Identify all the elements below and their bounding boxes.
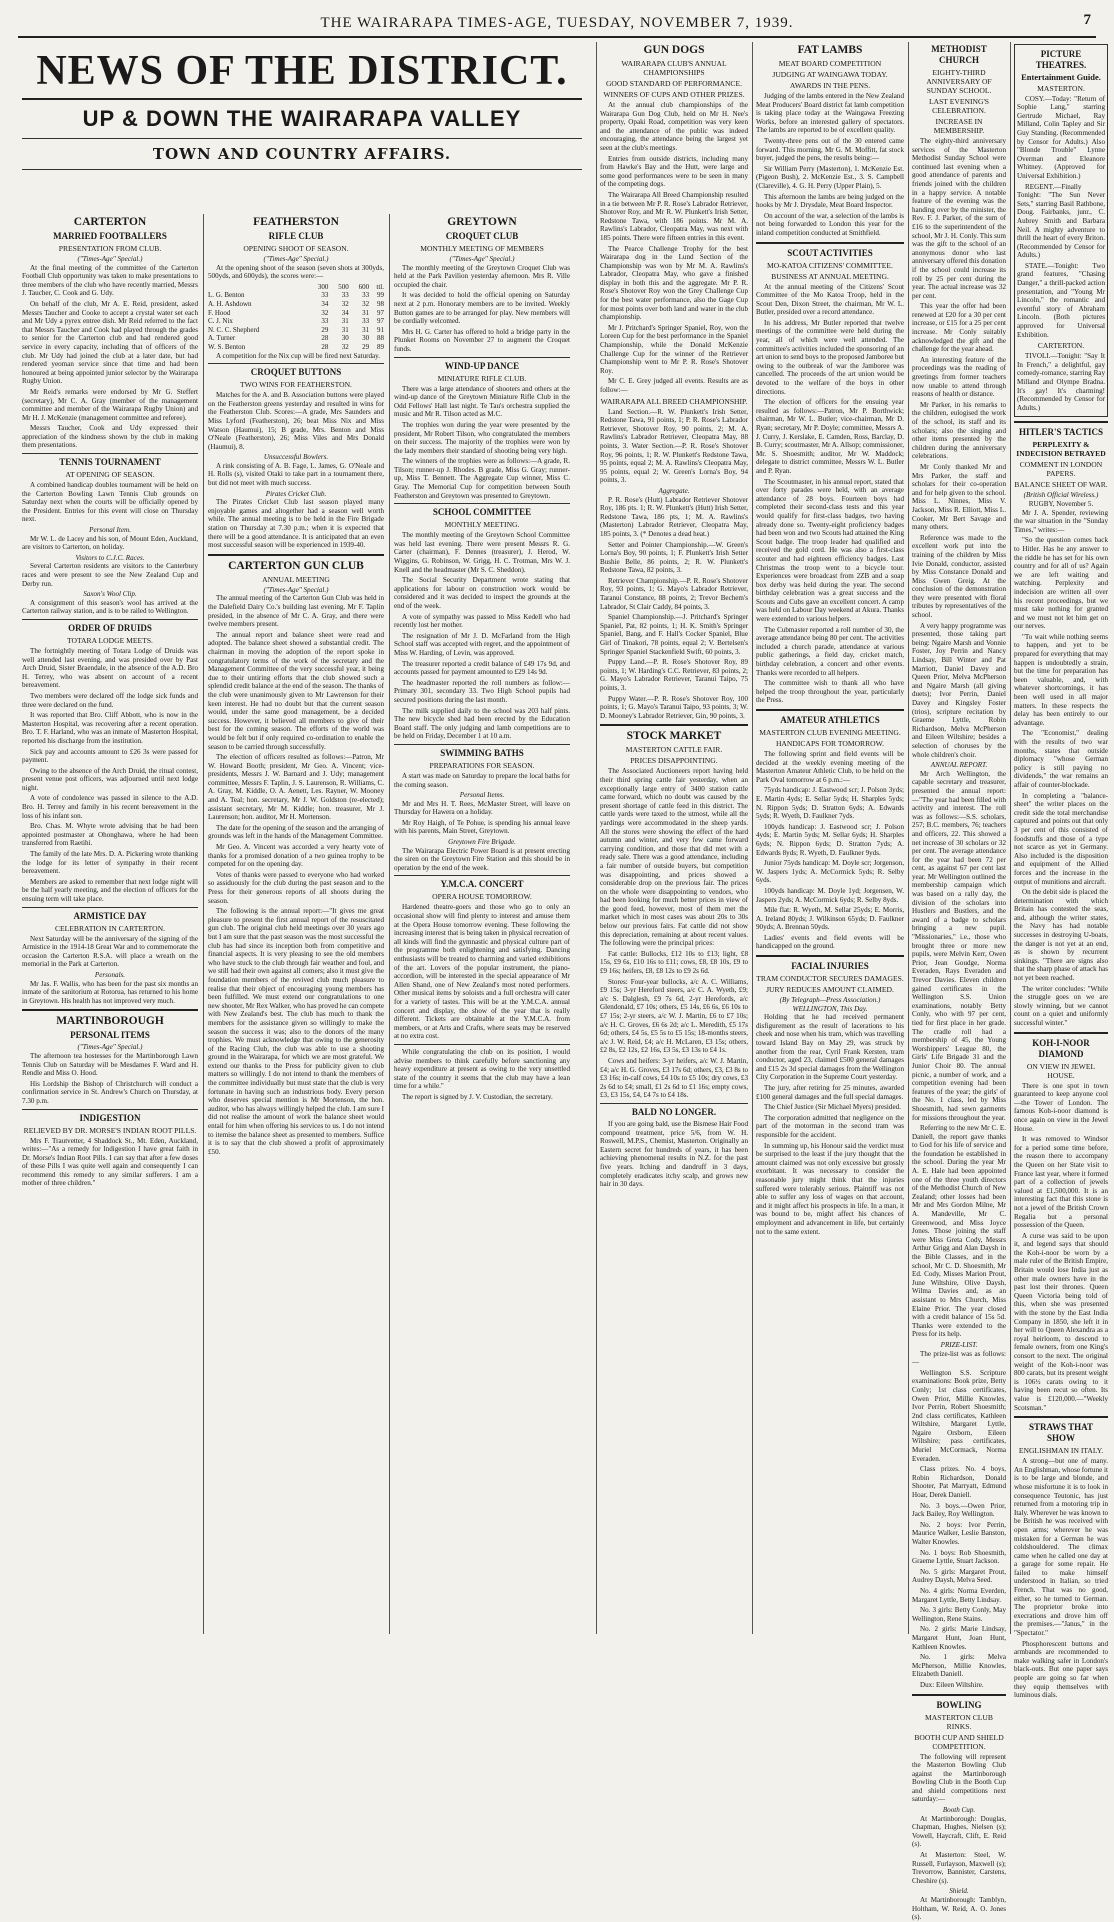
facial-injuries-sub: TRAM CONDUCTOR SECURES DAMAGES. xyxy=(756,974,904,984)
paragraph: There is one spot in town guaranteed to keep anyone cool—the Tower of London. The famous Koh-i-noor diamond is once again on view in the Jewel House. xyxy=(1014,1081,1108,1133)
paragraph: No. 1 girls: Melva McPherson, Millie Knowles, Elizabeth Daniell. xyxy=(912,1653,1006,1679)
paragraph: The family of the late Mrs. D. A. Pickering wrote thanking the lodge for its letter of sympathy in their recent bereavement. xyxy=(22,850,198,876)
paragraph: The jury, after retiring for 25 minutes, awarded £100 general damages and the full special damages. xyxy=(756,1084,904,1101)
table-cell: 30 xyxy=(341,334,349,343)
paragraph: The election of officers for the ensuing year resulted as follows:—Patron, Mr P. Borthwick; chairman, Mr W. L. Butler; vice-chairman, Mr D. Ryan; secretary, Mr P. Doyle; committee, Messrs A. J. Curry, J. Kerslake, E. Camden, Ross, Barclay, D. B. Curry; scoutmaster, Mr A. Allsop; commissioner, Mr. S. Shoesmith; auditor, Mr W. Maddock; delegate to district committee, Messrs W. L. Butler and P. Ryan. xyxy=(756,398,904,475)
paragraph: Mr Parker, in his remarks to the children, eulogised the work of the school, its staff and its scholars; also the singing and other items presented by the children during the anniversary celebrations. xyxy=(912,400,1006,461)
indigestion-sub: RELIEVED BY DR. MORSE'S INDIAN ROOT PILLS. xyxy=(23,1125,197,1135)
paragraph: No. 2 girls: Marie Lindsay, Margaret Hunt, Joan Hunt, Kathleen Knowles. xyxy=(912,1625,1006,1651)
paragraph: A very happy programme was presented, those taking part being: Ngaire Marsh and Vonnie Foster, Joy Perrin and Nancy Lindsay, Bill Winter and Pat Marriott, Daniel Davey and Queen Prior, Melva McPherson and Ngaire Marsh (all giving duets); Ivor Perrin, Daniel Davey and Kingsley Foster (trios), scripture recitation by Graeme Lyttle, Robin Richardson, Melva McPherson and Eileen Wiltshire; besides a selection of choruses by the whole children's choir. xyxy=(912,621,1006,759)
stock-market-head: STOCK MARKET xyxy=(626,730,722,743)
paragraph: Mrs F. Trautvetter, 4 Shaddock St., Mt. Eden, Auckland, writes:—"As a remedy for Indigestion I have great faith in Dr. Morse's Indian Root Pills. I can say that after a few doses of these Pills I was quite well again and consequently I can recommend this remedy to any similar sufferers. I am a mother of three children." xyxy=(22,1136,198,1188)
table-cell: 33 xyxy=(362,317,370,326)
paragraph: It was decided to hold the official opening on Saturday next at 2 p.m. Honorary members are to be invited. Weekly Button games are to be arranged for play. New members will be cordially welcomed. xyxy=(394,291,570,326)
district-title: NEWS OF THE DISTRICT. xyxy=(36,48,568,94)
paragraph: A combined handicap doubles tournament will be held on the Carterton Bowling Lawn Tennis Club grounds on Saturday next when the courts will be officially opened by the President. Entries for this event will close on Thursday next. xyxy=(22,481,198,524)
athletics-sub2: HANDICAPS FOR TOMORROW. xyxy=(775,739,885,748)
paragraph: The trophies won during the year were presented by the president, Mr Robert Tilson, who congratulated the members on their success. The majority of the trophies were won by the lady members their standard of shooting being very high. xyxy=(394,420,570,455)
bowling-sub: MASTERTON CLUB RINKS. xyxy=(925,1712,993,1731)
table-row xyxy=(208,326,384,335)
athletics-sub: MASTERTON CLUB EVENING MEETING. xyxy=(759,728,901,737)
paragraph: Mr J. A. Spender, reviewing the war situation in the "Sunday Times," writes:— xyxy=(1014,508,1108,534)
paragraph: An interesting feature of the proceedings was the reading of greetings from former teachers now unable to attend through reasons of health or distance. xyxy=(912,355,1006,399)
column-carterton xyxy=(22,214,198,1634)
paragraph: A rink consisting of A. B. Fage, L. James, G. O'Neale and H. Rolls (s), visited Otaki to take part in a tournament there, but did not meet with much success. xyxy=(208,461,384,488)
table-row xyxy=(208,317,384,326)
bowling-head: BOWLING xyxy=(936,1699,982,1710)
stock-market-sub2: PRICES DISAPPOINTING. xyxy=(630,756,718,766)
paragraph: While congratulating the club on its position, I would advise members to think carefully before sanctioning any heavy expenditure at present as owing to the very unsettled state of the country it seems that the club may have a lean time for a while." xyxy=(394,1047,570,1091)
paragraph: Setter and Pointer Championship.—W. Green's Lorna's Boy, 90 points, 1; F. Plunkett's Irish Setter Bushie Belle, 86 points, 2; R. W. Plunkett's Redstone Tawa, 82 points, 3. xyxy=(600,540,748,575)
fat-lambs-head: FAT LAMBS xyxy=(797,44,863,56)
athletics-head: AMATEUR ATHLETICS xyxy=(780,715,880,725)
paragraph: COSY.—Today: "Return of Sophie Lang," starring Gertrude Michael, Ray Milland, Colin Tapley and Sir Guy Standing. (Recommended by Censor for Adults.) Also "Blonde Trouble" Lynne Overman and Eleanore Whitney. (Approved for Universal Exhibition.) xyxy=(1017,94,1105,180)
paragraph: Sick pay and accounts amount to £26 3s were passed for payment. xyxy=(22,747,198,765)
paragraph: Mrs H. G. Carter has offered to hold a bridge party in the Plunket Rooms on November 27 to augment the Croquet funds. xyxy=(394,327,570,353)
gun-dogs-sub: WAIRARAPA CLUB'S ANNUAL CHAMPIONSHIPS xyxy=(621,59,727,77)
paragraph: Holding that he had received permanent disfigurement as the result of lacerations to his cheek and nose when his tram, which was travelling toward Island Bay on May 29, was struck by another from the rear, Cyril Frank Kersten, tram conductor, aged 23, claimed £500 general damages and £15 2s 3d special damages from the Wellington City Corporation in the Supreme Court yesterday. xyxy=(756,1013,904,1082)
table-cell: 33 xyxy=(321,291,329,300)
paragraph: REGENT.—Finally Tonight: "The Sun Never Sets," starring Basil Rathbone, Doug. Fairbanks, junr., C. Aubrey Smith and Barbara Neil. A mighty adventure to thrill the heart of every Briton. (Recommended by Censor for Adults.) xyxy=(1017,182,1105,260)
paragraph: Mr Roy Haigh, of Te Pohue, is spending his annual leave with his parents, Main Street, Greytown. xyxy=(394,818,570,836)
column-greytown xyxy=(394,214,570,1634)
subhead: Pirates Cricket Club. xyxy=(265,489,327,498)
special-note: ("Times-Age" Special.) xyxy=(449,255,515,263)
methodist-sub2: LAST EVENING'S CELEBRATION. xyxy=(928,97,990,115)
straws-sub: ENGLISHMAN IN ITALY. xyxy=(1018,1446,1104,1456)
paragraph: At Masterton: Steel, W. Russell, Furlayson, Maxwell (s); Trevorrow, Bannister, Carstens, Cheshire (s). xyxy=(912,1851,1006,1885)
table-cell: 97 xyxy=(377,317,384,326)
paragraph: Referring to the new Mr C. E. Daniell, the report gave thanks to God for his life of service and the foundation he established in the school. During the year Mr A. E. Hale had been appointed one of the three youth directors of the Methodist Church of New Zealand; other losses had been Mr and Mrs Gordon Milne, Mr A. Mandeville, Mr C. Greenwood, and Miss Joyce Jones. Those joining the staff were Miss Greta Cody, Messrs Arthur Grigg and Alan Daysh in the Bible Classes, and in the school, Mr C. D. Shoesmith, Mr Ed. Cody, Misses Marion Prout, June Wiltshire, Olive Daysh, Wilma Davies and, as an assistant to Mrs Church, Miss Elaine Prior. The year closed with a credit balance of 15s 5d. Thanks were extended to the Press for its help. xyxy=(912,1124,1006,1339)
district-subtitle: UP & DOWN THE WAIRARAPA VALLEY xyxy=(82,106,522,131)
ymca-head: Y.M.C.A. CONCERT xyxy=(440,879,524,890)
picture-theatres-box xyxy=(1014,44,1108,417)
paragraph: At the opening shoot of the season (seven shots at 300yds, 500yds, and 600yds), the scores were:— xyxy=(208,263,384,281)
town-label: MASTERTON. xyxy=(1037,83,1085,93)
hitler-head: HITLER'S TACTICS xyxy=(1019,427,1103,438)
table-cell: F. Hood xyxy=(208,308,231,317)
special-note: ("Times-Age" Special.) xyxy=(263,255,329,263)
gun-dogs-head: GUN DOGS xyxy=(643,44,705,56)
subhead: PRIZE-LIST. xyxy=(940,1340,978,1349)
table-cell: 31 xyxy=(341,325,349,334)
druids-head: ORDER OF DRUIDS xyxy=(68,622,152,633)
facial-injuries-head: FACIAL INJURIES xyxy=(791,961,869,972)
page-number: 7 xyxy=(1083,12,1092,28)
greytown-place: GREYTOWN xyxy=(447,216,517,228)
bald-head: BALD NO LONGER. xyxy=(631,1106,717,1117)
paragraph: Twenty-three pens out of the 30 entered came forward. This morning, Mr G. M. Moffitt, fat stock buyer, judged the pens, the results being:— xyxy=(756,136,904,163)
paragraph: STATE.—Tonight: Two grand features, "Chasing Danger," a thrill-packed action presentation, and "Young Mr Lincoln," the romantic and eventful story of Abraham Lincoln. (Both pictures approved for Universal Exhibition. xyxy=(1017,261,1105,339)
paragraph: A strong—but one of many. An Englishman, whose fortune it is to be large and blonde, and whose misfortune it is to look in consequence Teutonic, has just returned from a motoring trip in Italy. Wherever he was known to be British he was received with open arms; wherever he was mistaken for a German he was coldshouldered. The climax came when he called one day at a garage for some repair. He failed to make himself understood in Italian, so tried French. That was no good, either, so he turned to German. The proprietor broke into execrations and drove him off the premises.—"Janus," in the "Spectator." xyxy=(1014,1457,1108,1638)
table-cell: 31 xyxy=(362,325,370,334)
paragraph: The following will represent the Masterton Bowling Club against the Martinborough Bowling Club in the Booth Cup and shield competitions next saturday:— xyxy=(912,1752,1006,1804)
subhead: Personal Items. xyxy=(459,791,505,800)
subhead: Visitors to C.J.C. Races. xyxy=(75,553,145,562)
table-row xyxy=(208,334,384,343)
paragraph: Mr Reid's remarks were endorsed by Mr G. Steffert (secretary), Mr C. A. Gray (member of the management committee and member of the Wairarapa Rugby Union) and Mr H. J. McKenzie (management committee and referee). xyxy=(22,387,198,422)
table-cell: 28 xyxy=(321,334,329,343)
masthead-line: THE WAIRARAPA TIMES-AGE, TUESDAY, NOVEMBER 7, 1939. xyxy=(320,14,794,31)
paragraph: The headmaster reported the roll numbers as follow:—Primary 301, secondary 33. Two High School pupils had secured positions during the last month. xyxy=(394,678,570,704)
dateline: RUGBY, November 5. xyxy=(1028,499,1094,508)
paragraph: In his address, Mr Butler reported that twelve meetings of the committee were held during the year, all of which were well attended. The committee's activities included the sponsoring of an art union to send boys to the proposed Jamboree but owing to the outbreak of war the Jamboree was cancelled. The proceeds of the art union would be devoted to the welfare of the boys in other directions. xyxy=(756,318,904,396)
stock-market-sub: MASTERTON CATTLE FAIR. xyxy=(625,745,723,755)
paragraph: Messrs Taucher, Cook and Udy expressed their appreciation of the kindness shown by the club in making them presentations. xyxy=(22,424,198,450)
column-fat-lambs xyxy=(756,42,904,1634)
paragraph: Mr C. E. Grey judged all events. Results are as follow:— xyxy=(600,377,748,394)
paragraph: Puppy Land.—P. R. Rose's Shotover Roy, 89 points, 1; W. Harding's C.C. Retriever, 83 points, 2; G. Mayo's Labrador Retriever, Taranui Taipo, 75 points, 3. xyxy=(600,658,748,692)
paragraph: No. 3 boys.—Owen Prior, Jack Bailey, Roy Wellington. xyxy=(912,1501,1006,1519)
table-cell: 97 xyxy=(377,308,384,317)
paragraph: The afternoon tea hostesses for the Martinborough Lawn Tennis Club on Saturday will be Mesdames F. Ward and H. Rendle and Miss O. Hood. xyxy=(22,1051,198,1078)
paragraph: Entries from outside districts, including many from Hawke's Bay and the Hutt, were large and some good performances were to be seen in many of the competing dogs. xyxy=(600,154,748,189)
indigestion-head: INDIGESTION xyxy=(79,1112,141,1123)
column-pictures xyxy=(1014,42,1108,1700)
paragraph: At the final meeting of the committee of the Carterton Football Club opportunity was taken to make presentations to three members of the club who have recently married, Messrs J. Taucher, C. Cook and G. Udy. xyxy=(22,263,198,298)
paragraph: It was reported that Bro. Cliff Abbott, who is now in the Masterton Hospital, was recovering after a recent operation. Bro. T. F. Harland, who was an inmate of Masterton Hospital, reported his discharge from the institution. xyxy=(22,711,198,745)
table-cell: 33 xyxy=(362,291,370,300)
paragraph: "So the question comes back to Hitler. Has he any answer to the riddle he has set for his own country and for all of us? Again we are left waiting and watching. Perplexity and indecision are written all over his recent proceedings, but we must take nothing for granted and we must not let him get on our nerves. xyxy=(1014,536,1108,631)
paragraph: The annual report and balance sheet were read and adopted. The balance sheet showed a substantial credit. The chairman in moving the adoption of the report spoke in congratulatory terms of the work of the secretary and the Management Committee of the very successful year, it being due to their untiring efforts that the club showed such a splendid credit balance at the end of the season. The thanks of the club were unanimously given to Mr Lawrenson for their keen interest. He had no doubt but that the current season would, under the same good management, be a decided success. However, it believed all members to give of their best for the coming season. The efforts of the world was would be felt but if only required co-ordination to enable the season to be carried through successfully. xyxy=(208,630,384,751)
paragraph: On the debit side is placed the determination with which Britain has contested the seas, and, although the writer states, the Navy has had notable successes in destroying U-boats, the danger is not yet at an end, as is shown by recurrent sinkings. "There are signs also that the sharp phase of attack has not yet been reached. xyxy=(1014,888,1108,983)
paragraph: No. 2 boys: Ivor Perrin, Maurice Walker, Leslie Banston, Walter Knowles. xyxy=(912,1520,1006,1546)
paragraph: The monthly meeting of the Greytown Croquet Club was held at the Park Pavilion yesterday afternoon. Mrs R. Ville occupied the chair. xyxy=(394,263,570,289)
table-cell: 34 xyxy=(341,308,349,317)
table-cell: 33 xyxy=(321,317,329,326)
paragraph: Several Carterton residents are visitors to the Canterbury races and were present to see the New Zealand Cup and Derby run. xyxy=(22,562,198,588)
dateline: (By Telegraph—Press Association.) WELLINGTON, This Day. xyxy=(779,996,881,1013)
rifle-scores-table xyxy=(208,283,384,352)
table-cell: W. S. Benton xyxy=(208,342,246,351)
table-cell: L. G. Benton xyxy=(208,291,245,300)
paragraph: The Pirates Cricket Club last season played many enjoyable games and altogether had a season well worth while. The annual meeting is to be held in the Fire Brigade station on Thursday at 7.30 p.m.; when it is expected that there will be a good attendance. It is anticipated that an even most successful season will be experienced in 1939-40. xyxy=(208,498,384,550)
table-header-row xyxy=(208,283,384,292)
paragraph: Mr J. Pritchard's Springer Spaniel, Roy, won the Loreen Cup for the best performance in the Spaniel Championship, while the Donald McKenzie Challenge Cup for the winner of the Retriever Championship went to Mr P. R. Rose's Shotover Roy. xyxy=(600,323,748,375)
table-row xyxy=(208,343,384,352)
column-gun-dogs xyxy=(600,42,748,1634)
paragraph: A competition for the Nix cup will be fired next Saturday. xyxy=(216,351,381,360)
gun-dogs-sub2: GOOD STANDARD OF PERFORMANCE. xyxy=(605,79,743,88)
paragraph: Mr and Mrs H. T. Rees, McMaster Street, will leave on Thursday for Hawera on a holiday. xyxy=(394,799,570,817)
paragraph: This afternoon the lambs are being judged on the hooks by Mr J. Drysdale, Meat Board Inspector. xyxy=(756,192,904,210)
special-note: ("Times-Age" Special.) xyxy=(77,255,143,263)
paragraph: Phosphorescent buttons and armbands are recommended to make walking safer in London's black-outs. But one paper says people are going so far when they equip themselves with luminous dials. xyxy=(1014,1639,1108,1700)
dateline: (British Official Wireless.) xyxy=(1023,491,1099,500)
gun-club-sub: ANNUAL MEETING xyxy=(262,574,330,584)
facial-injuries-sub2: JURY REDUCES AMOUNT CLAIMED. xyxy=(766,985,894,995)
paragraph: Mr Jas. F. Wallis, who has been for the past six months an inmate of the sanitorium at Rotorua, has returned to his home in Greytown. His health has not improved very much. xyxy=(22,979,198,1005)
paragraph: 100yds handicap: J. Eastwood scr; J. Polson 4yds; E. Martin 5yds; M. Sellar 6yds; H. Sharples 6yds; N. Rippon 6yds; D. Stratton 7yds; A. Edwards 8yds; R. Wyeth, D. Faulkner 9yds. xyxy=(756,822,904,857)
paragraph: Sir William Perry (Masterton), 1. McKenzie Est. (Pigeon Bush), 2. McKenzie Est., 3. S. Campbell (Clareville), 4. G. H. Perry (Upper Plain), 5. xyxy=(756,164,904,190)
table-cell: 31 xyxy=(362,308,370,317)
paragraph: The date for the opening of the season and the arranging of grounds was left in the hands of the Management Committee. xyxy=(208,823,384,841)
paragraph: The Social Security Department wrote stating that applications for labour on construction work would be considered and it was decided to inspect the grounds at the end of the week. xyxy=(394,576,570,610)
fat-lambs-sub3: AWARDS IN THE PENS. xyxy=(789,81,871,90)
druids-sub: TOTARA LODGE MEETS. xyxy=(67,635,153,645)
paragraph: The Chief Justice (Sir Michael Myers) presided. xyxy=(764,1103,901,1112)
table-header-cell: 600 xyxy=(358,282,370,291)
paragraph: The resignation of Mr J. D. McFarland from the High School staff was accepted with regret, and the appointment of Miss W. Harding, of Levin, was approved. xyxy=(394,631,570,657)
paragraph: The eighty-third anniversary services of the Masterton Methodist Sunday School were continued last evening when a good attendance of parents and friends joined with the children in a happy service. A notable feature of the evening was the handing over by the minister, the Rev. F. J. Parker, of the sum of £16 to the superintendent of the school, Mr J. H. Conly. This sum was the gift to the school of an anonymous donor who last anniversary offered this donation if the school could increase its roll by 25 per cent during the year. The actual increase was 32 per cent. xyxy=(912,137,1006,300)
table-cell: 32 xyxy=(362,299,370,308)
table-cell: 34 xyxy=(321,299,329,308)
paragraph: If you are going bald, use the Bismese Hair Food compound treatment, price 5/6, from W. H. Roswell, M.P.S., Chemist, Masterton. Originally an Eastern secret for hundreds of years, it has been achieving phenomenal results in N.Z. for the past five years. Itching and dandruff in 3 days, completely eradicates itchy scalp, and grows new hair in 30 days. xyxy=(600,1119,748,1189)
paragraph: The "Economist," dealing with the results of two war months, states that outside diplomacy "whose German policy is still paying no dividends," the war remains an affair of counter-blockade. xyxy=(1014,729,1108,789)
table-cell: 29 xyxy=(321,325,329,334)
column-methodist xyxy=(912,42,1006,1922)
table-cell: 28 xyxy=(321,342,329,351)
greytown-sub: MONTHLY MEETING OF MEMBERS xyxy=(420,244,544,253)
methodist-sub: EIGHTY-THIRD ANNIVERSARY OF SUNDAY SCHOOL. xyxy=(926,68,992,95)
table-cell: 32 xyxy=(321,308,329,317)
gun-dogs-sub3: WINNERS OF CUPS AND OTHER PRIZES. xyxy=(603,90,745,99)
paragraph: Land Section.—R. W. Plunkett's Irish Setter, Redstone Tawa, 91 points, 1; P. R. Rose's Labrador Retriever, Shotover Roy, 90 points, 2; M. A. Rawlins's Labrador Retriever, Cleopatra May, 88 points, 3. Water Section.—P. R. Rose's Shotover Roy, 96 points, 1; R. W. Plunkett's Redstone Tawa, 95 points, equal 2; M. A. Rawlins's Cleopatra May, 95 points, equal 2; W. Green's Lorna's Boy, 94 points, 3. xyxy=(600,407,748,485)
town-label: CARTERTON. xyxy=(1037,341,1085,351)
table-cell: 88 xyxy=(377,334,384,343)
paragraph: Bro. Chas. M. Whyte wrote advising that he had been appointed postmaster at Ohonghawa, where he had been transferred from Raetihi. xyxy=(22,822,198,848)
martinborough-head: PERSONAL ITEMS xyxy=(70,1030,150,1041)
subhead: Saxon's Wool Clip. xyxy=(83,590,137,599)
paragraph: Mr Conly thanked Mr and Mrs Parker, the staff and scholars for their co-operation and for help given to the school. Miss L. Ninnes, Miss V. Jackson, Miss R. Elliott, Miss L. Cooker, Mr Bert Savage and many others. xyxy=(912,462,1006,532)
paragraph: Next Saturday will be the anniversary of the signing of the Armistice in the 1914-18 Great War and to commemorate the occasion the Carterton R.S.A. will place a wreath on the memorial in the Park at Carterton. xyxy=(22,934,198,969)
methodist-sub3: INCREASE IN MEMBERSHIP. xyxy=(933,117,985,135)
paragraph: A curse was said to be upon it, and legend says that should the Koh-i-noor be worn by a male ruler of the British Empire, Britain would lose India just as other male owners have in the past lost their thrones. Queen Queen Victoria being told of this, when she was presented with the stone by the East India Company in 1850, she left it in her will to Queen Alexandra as a royal heirloom, to descend to female owners, from one King's consort to the next. The original weight of the Koh-i-noor was 800 carats, but its present weight is 106½ carats owing to it having been recut so often. Its value is £120,000.—"Weekly Scotsman." xyxy=(1014,1231,1108,1412)
table-cell: 89 xyxy=(377,342,384,351)
table-row xyxy=(208,300,384,309)
scout-head: SCOUT ACTIVITIES xyxy=(787,247,873,258)
paragraph: At Martinborough: Tamblyn, Holtham, W. Reid, A. O. Jones (s). xyxy=(912,1896,1006,1922)
district-title-block xyxy=(22,48,582,170)
paragraph: The following is the annual report:—"It gives me great pleasure to present the first annual report of the resuscitated gun club. The original club held meetings over 30 years ago but I am sure that the past season was the most successful the club has had since its inception both from competitive and financial aspects. It is very pleasing to see the old members who have stuck to the club through fair weather and foul, and we still had their own against all comers; also it must give the foundation members of the revived club much pleasure to realise that their object of encouraging young members has been fulfilled. We must extend our congratulations to one new shooter, Mr Rex Walker, who has proved he can compete with New Zealand's best. The club has much to thank the members for the assistance given so willingly to make the season the success it was; also to the donors of the many trophies. We must acknowledge that owing to the generosity of the Racing Club, the club was able to use a shooting ground in the Wairarapa, for which we are most grateful. We extend our thanks to the Press for publicity given to club matters so willingly. I do not intend to thank the members of the committee individually but must state that the club is very fortunate in having such an industrious body. Every person who deserves special mention is Mr Mortenson, the hon. auditor, who has always willingly helped the club. I am sure I did not realise the amount of work the balance sheet would entail for him when offering his services to us. I do not intend to itemise the balance sheet as presented to members. Suffice it is to say that the club showed a profit of approximately £50. xyxy=(208,907,384,1156)
paragraph: It was removed to Windsor for a period some time before, the reason there to accompany the Queen on her State visit to France last year, where it formed part of a collection of jewels valued at £1,500,000. It is an interesting fact that this stone is not a jewel of the British Crown Regalia but a personal possession of the Queen. xyxy=(1014,1135,1108,1230)
paragraph: The Cubmaster reported a roll number of 30, the average attendance being 80 per cent. The activities included a church parade, attendance at various public gatherings, a field day, cricket match, birthday celebration, a concert and other events. Thanks were recorded to all helpers. xyxy=(756,625,904,677)
fat-lambs-sub: MEAT BOARD COMPETITION xyxy=(778,59,882,68)
paragraph: The monthly meeting of the Greytown School Committee was held last evening. There were present Messrs R. G. Carter (chairman), F. Dennes (treasurer), J. Herod, W. Wiggins, G. Robinson, W. Grigg, H. C. Trotman, Mrs W. J. Knell and the headmaster (Mr S. C. Sheddon). xyxy=(394,531,570,574)
paragraph: At the annual meeting of the Citizens' Scout Committee of the Mo Katoa Troop, held in the Scout Den, Dixon Street, the chairman, Mr W. L. Butler, presided over a record attendance. xyxy=(756,282,904,317)
paragraph: At Martinborough: Douglas, Chapman, Hughes, Nielsen (s); Vowell, Haycraft, Clift, E. Reid (s). xyxy=(912,1814,1006,1849)
paragraph: The report is signed by J. V. Custodian, the secretary. xyxy=(402,1092,553,1101)
subhead: Personal Item. xyxy=(89,526,131,535)
subhead: Greytown Fire Brigade. xyxy=(448,838,516,847)
paragraph: There was a large attendance of shooters and others at the wind-up dance of the Greytown Miniature Rifle Club in the Odd Fellows' Hall last night. Te Tau's orchestra supplied the music and Mr R. Tilson acted as M.C. xyxy=(394,384,570,419)
subhead: Shield. xyxy=(949,1887,969,1896)
gun-club-head: CARTERTON GUN CLUB xyxy=(228,559,364,572)
paragraph: A vote of sympathy was passed to Miss Kedell who had recently lost her mother. xyxy=(394,612,570,630)
paragraph: Stores: Four-year bullocks, a/c A. C. Williams, £9 15s; 3-yr Hereford steers, a/c C. A. Wyeth, £9; a/c S. Dalglesh, £9 7s 6d, 2-yr Herefords, a/c Glendonald, £7 10s; others, £5 14s, £6 6s, £6 10s to £7 15s; 2-yr steers, a/c W. J. Martin, £6 to £7 10s; a/c H. C. Groves, £6 6s 2d; a/c L. Meredith, £5 17s 6d; others, £4 5s, £5 5s to £5 15s; 18-months steers, a/c J. W. Reid, £4; a/c H. McLaren, £3 15s; others, £2 8s, £2 12s, £2 16s, £3 5s, £3 13s to £4 1s. xyxy=(600,977,748,1055)
paragraph: Wellington S.S. Scripture examinations: Book prize, Betty Conly; 1st class certificates, Owen Prior, Millie Knowles, Ivor Perrin, Robert Shoesmith; 2nd class certificates, Kathleen Wiltshire, Margaret Lyttle, Ngaire Orsborn, Eileen Wiltshire; pass certificates, Muriel McCormack, Norma Everaden. xyxy=(912,1368,1006,1463)
paragraph: His Lordship the Bishop of Christchurch will conduct a confirmation service in St. Andrew's Church on Thursday, at 7.30 p.m. xyxy=(22,1079,198,1105)
school-head: SCHOOL COMMITTEE xyxy=(432,507,532,518)
paragraph: The Scoutmaster, in his annual report, stated that over forty parades were held, with an average attendance of 28 boys. Fourteen boys had completed their second-class tests and this year would qualify for first-class badges, two having already done so. Twenty-eight proficiency badges had been won and two Scouts had attained the King Scout badge. The troop leader had qualified and received the gold cord. He was also a first-class scouter and had eighteen efficiency badges. Last Christmas the troop went to a bicycle tour. Experiences were broadcast from 2ZB and a soap box derby was held during the year. The second birthday celebration was a great success and the Scouts and Cubs gave an excellent concert. A camp was held on Labour Day weekend at Akura. Thanks were extended to various helpers. xyxy=(756,477,904,624)
paragraph: Reference was made to the excellent work put into the training of the children by Miss Ivie Donald, conductor, assisted by Miss Constance Donald and Miss Gwen Greig. At the conclusion of the demonstration they were presented with floral tributes by representatives of the school. xyxy=(912,533,1006,620)
paragraph: Mr W. L. de Lacey and his son, of Mount Eden, Auckland, are visitors to Carterton, on holiday. xyxy=(22,534,198,552)
martinborough-place: MARTINBOROUGH xyxy=(56,1015,164,1028)
ymca-sub: OPERA HOUSE TOMORROW. xyxy=(432,892,532,902)
paragraph: On account of the war, a selection of the lambs is not being forwarded to London this year for the inland competition conducted at Smithfield. xyxy=(756,211,904,237)
page-header xyxy=(18,10,1096,38)
paragraph: This year the offer had been renewed at £20 for a 30 per cent increase, or £15 for a 25 per cent increase. Mr Conly suitably acknowledged the gift and the challenge for the year ahead. xyxy=(912,302,1006,354)
swimming-head: SWIMMING BATHS xyxy=(440,747,524,758)
paragraph: Mile flat: R. Wyeth, M. Sellar 25yds; E. Morris, A. Ireland 80yds; J. Wilkinson 65yds; D. Faulkner 90yds; A. Brennan 50yds. xyxy=(756,906,904,932)
table-cell: 99 xyxy=(377,291,384,300)
paragraph: No. 5 girls: Margaret Prout, Audrey Daysh, Melva Seed. xyxy=(912,1567,1006,1585)
paragraph: Owing to the absence of the Arch Druid, the ritual contest, present venue post officers, was adjourned until next lodge night. xyxy=(22,766,198,792)
table-header-cell: ttl. xyxy=(376,282,384,291)
paragraph: The Wairarapa Electric Power Board is at present erecting the siren on the Greytown Fire Station and this should be in operation by the end of the week. xyxy=(394,846,570,872)
featherston-head: RIFLE CLUB xyxy=(268,231,324,241)
table-row xyxy=(208,309,384,318)
paragraph: A consignment of this season's wool has arrived at the Carterton railway station, and is to be railed to Wellington. xyxy=(22,598,198,616)
paragraph: The Wairarapa All Breed Championship resulted in a tie between Mr P. R. Rose's Labrador Retriever, Shotover Roy, and Mr R. W. Plunkett's Irish Setter, Redstone Tawa, with 186 points. Mr M. A. Rawlins's Labrador, Cleopatra May, was next with 185 points. There were fifteen entries in this event. xyxy=(600,190,748,242)
paragraph: The Associated Auctioneers report having held their third spring cattle fair yesterday, when an exceptionally large entry of 3400 station cattle came forward, which no doubt was caused by the present shortage of cattle feed in this district. The cattle yards were taxed to the utmost, while all the yardings were accommodated in the sheep yards. All the stores were showing the effect of the hard autumn and winter, and very few came forward carrying condition, and those that did met with a ready sale. There was a good attendance, including a fair number of outside buyers, but competition was disappointing, and prices showed a considerable drop on the previous fair. The prices on the whole were disappointing to vendors, who had been looking for much better prices in view of the good feed, however, most of them met the market which in most cases was about 20s to 30s below our previous fairs. Fat cattle did not show this depreciation, remaining at about recent values. The following were the principal prices: xyxy=(600,767,748,948)
croquet-buttons-sub: TWO WINS FOR FEATHERSTON. xyxy=(240,380,352,390)
paragraph: Mr Geo. A. Vincent was accorded a very hearty vote of thanks for a promised donation of a two guinea trophy to be competed for on the opening day. xyxy=(208,843,384,869)
table-cell: 33 xyxy=(341,291,349,300)
paragraph: Hardened theatre-goers and those who go to only an occasional show will find plenty to interest and amuse them at the Opera House tomorrow evening. These following the increasing interest that is being taken in physical recreation of all kinds will find the gymnastic and physical culture part of the programme both enlightening and satisfying. Dancing enthusiasts will be treated to charming and varied exhibitions of the art. Lovers of the popular instrument, the piano-accordion, will be interested in the special appearance of Mr Allen Shand, one of New Zealand's most noted performers. Other musical items by soloists and a full orchestra will cater for a variety of tastes. This will be at the Y.M.C.A. annual concert and display, the show of the year that is really different. Tickets are obtainable at the Y.M.C.A. from members, or at Arts and Crafts, where seats may be reserved at no extra cost. xyxy=(394,903,570,1041)
table-cell: C. J. Nix xyxy=(208,317,233,326)
paragraph: In completing a "balance-sheet" the writer places on the credit side the total merchandise captured and points out that only 3 per cent of this consisted of foodstuffs and those of a type not scarce as yet in Germany. Also included is the disposition and equipment of the Allied forces and the increase in the output of munitions and aircraft. xyxy=(1014,791,1108,886)
wind-up-head: WIND-UP DANCE xyxy=(444,360,520,371)
paragraph: Judging of the lambs entered in the New Zealand Meat Producers' Board district fat lamb competition is taking place today at the Waingawa Freezing Works, before an interested gallery of spectators. The lambs are reported to be of excellent quality. xyxy=(756,92,904,135)
paragraph: The committee wish to thank all who have helped the troop throughout the year, particularly the Press. xyxy=(756,679,904,705)
paragraph: Two members were declared off the lodge sick funds and three were declared on the fund. xyxy=(22,691,198,709)
paragraph: Cows and heifers: 3-yr heifers, a/c W. J. Martin, £4; a/c H. G. Groves, £3 17s 6d; others, £3, £3 8s to £3 16s; in-calf cows, £4 10s to £5 10s; dry cows, £3 2s 6d to £4; small, £1 2s 6d to £1 16s; empty cows, £3, £3 15s, £4, £4 7s to £4 18s. xyxy=(600,1056,748,1100)
scout-sub2: BUSINESS AT ANNUAL MEETING. xyxy=(771,271,889,281)
paragraph: No. 3 girls: Betty Conly, May Wellington, Rene Stains. xyxy=(912,1606,1006,1623)
carterton-head1-sub: PRESENTATION FROM CLUB. xyxy=(58,244,162,253)
paragraph: The winners of the trophies were as follows:—A grade, R. Tilson; runner-up J. Rhodes. B grade, Miss G. Gray; runner-up, Miss T. Bennett. The Aggregate Cup winner, Miss C. Gray. The Memorial Cup for competition between South Featherston and Greytown was presented to Greytown. xyxy=(394,457,570,500)
paragraph: The election of officers resulted as follows:—Patron, Mr W. Howard Booth; president, Mr Geo. A. Vincent; vice-presidents, Messrs J. W. Barnard and J. Udy; management committee, Messrs F. Taplin, J. S. Laurenson, R. Williams, C. A. Gray, M. Kiddle, O. A. Aenett, Les. Rayner, W. Mooney and A. Teal; hon. secretary, Mr J. W. Goldston (re-elected); assistant secretary, Mr M. Kiddle; hon. treasurer, Mr J. Laurenson; hon. auditor, Mr H. Mortenson. xyxy=(208,753,384,822)
paragraph: Votes of thanks were passed to everyone who had worked so assiduously for the club during the past season and to the Press for their generous reports of all shoots during the season. xyxy=(208,870,384,905)
special-note: ("Times-Age" Special.) xyxy=(77,1043,143,1052)
paragraph: The Pearce Challenge Trophy for the best Wairarapa dog in the Lund Section of the Championship was won by Mr M. A. Rawlins's Labrador, Cleopatra May, who gave a finished display in both this and the aggregate. Mr P. R. Rose's Shotover Roy won the Grey Challenge Cup for the best water performance, also the Gage Cup for most points over both land and water in the club championship. xyxy=(600,244,748,322)
hitler-sub: PERPLEXITY & INDECISION BETRAYED xyxy=(1016,440,1106,459)
hitler-sub3: BALANCE SHEET OF WAR. xyxy=(1014,480,1108,490)
table-cell: 29 xyxy=(362,342,370,351)
paragraph: No. 4 girls: Norma Everden, Margaret Lyttle, Betty Lindsay. xyxy=(912,1586,1006,1604)
paragraph: On behalf of the club, Mr A. E. Reid, president, asked Messrs Taucher and Cooke to accept a crystal water set each and Mr Udy a pyrex entree dish. Mr Reid referred to the fact that Messrs Taucher and Cook had played through the grades to senior for the Carterton club and had rendered good service in every capacity, including that of officers of the club. Mr Udy had joined the club at a later date, but had rendered yeoman service since that time and had been honoured at being appointed junior selector by the Wairarapa Rugby Union. xyxy=(22,299,198,386)
picture-theatres-head: PICTURE THEATRES. xyxy=(1035,49,1087,70)
table-cell: 98 xyxy=(377,299,384,308)
paragraph: The following sprint and field events will be decided at the weekly evening meeting of the Masterton Amateur Athletic Club, to be held on the Park Oval tomorrow at 6 p.m.:— xyxy=(756,750,904,784)
paragraph: Spaniel Championship.—J. Pritchard's Springer Spaniel, Pat, 82 points, 1; H. K. Smith's Springer Spaniel, Bang, and F. Hall's Cocker Spaniel, Blue Girl of Tinakori, 78 points, equal 2; V. Bertelsen's Springer Spaniel Stackenfield Swift, 60 points, 3. xyxy=(600,613,748,656)
armistice-head: ARMISTICE DAY xyxy=(73,910,147,921)
kohinoor-sub: ON VIEW IN JEWEL HOUSE. xyxy=(1026,1061,1096,1080)
scout-sub: MO-KATOA CITIZENS' COMMITTEE. xyxy=(767,260,893,270)
district-subsubtitle: TOWN AND COUNTRY AFFAIRS. xyxy=(152,145,452,163)
methodist-head: METHODIST CHURCH xyxy=(931,44,987,65)
special-note: ("Times-Age" Special.) xyxy=(263,585,329,594)
paragraph: Retriever Championship.—P. R. Rose's Shotover Roy, 93 points, 1; G. Mayo's Labrador Retriever, Taranui Constance, 88 points, 2; Trevor Bechem's Labrador, St Clair Caddy, 84 points, 3. xyxy=(600,576,748,611)
school-sub: MONTHLY MEETING. xyxy=(444,520,520,530)
fat-lambs-sub2: JUDGING AT WAINGAWA TODAY. xyxy=(772,70,888,79)
tennis-sub: AT OPENING OF SEASON. xyxy=(65,470,155,480)
kohinoor-head: KOH-I-NOOR DIAMOND xyxy=(1032,1037,1090,1059)
table-cell: 32 xyxy=(341,342,349,351)
column-featherston xyxy=(208,214,384,1634)
paragraph: A start was made on Saturday to prepare the local baths for the coming season. xyxy=(394,771,570,789)
all-breed-head: WAIRARAPA ALL BREED CHAMPIONSHIP. xyxy=(600,396,748,406)
paragraph: Matches for the A. and B. Association buttons were played on the Featherston greens yesterday and resulted in wins for the Featherston Club. Scores:—A grade, Mrs Saunders and Miss Lyford (Featherston), 26; beat Miss Nix and Miss Watson (Haumui), 15; B grade, Mrs. Benton and Miss O'Neale (Featherston), 26; Miss Viles and Mrs Donald (Haumui), 8. xyxy=(208,391,384,451)
table-cell: 91 xyxy=(377,325,384,334)
paragraph: The annual meeting of the Carterton Gun Club was held in the Dalefield Dairy Co.'s building last evening. Mr F. Taplin presided, in the absence of Mr C. A. Gray, and there were twelve members present. xyxy=(208,594,384,629)
paragraph: Members are asked to remember that next lodge night will be the half yearly meeting, and the election of officers for the ensuing term will take place. xyxy=(22,877,198,903)
armistice-sub: CELEBRATION IN CARTERTON. xyxy=(54,923,166,933)
straws-head: STRAWS THAT SHOW xyxy=(1029,1422,1093,1444)
table-cell: A. H. Ashdown xyxy=(208,299,252,308)
bowling-sub2: BOOTH CUP AND SHIELD COMPETITION. xyxy=(914,1732,1004,1751)
paragraph: Mr Arch Wellington, the capable secretary and treasurer, presented the annual report:—"The year had been filled with activity and interest. The roll was as follows:—S.S. scholars, 257; B.C. members, 76; teachers and officers, 22. This showed a net increase of 30 scholars or 32 per cent. The average attendance for the year had been 72 per cent, as against 67 per cent last year. Mr Wellington outlined the membership campaign which was based on a rally day, the division of the scholars into Hustlers and Bustlers, and the award of a badge to scholars bringing a new pupil. "Missionaries," i.e., those who brought three or more new pupils, were Melvin Kerr, Owen Prior, Jean Goudge, Norma Everaden, Rays Everaden and Trevor Davies. Eleven children gained certificates in the Wellington S.S. Union examinations, notably Betty Conly, who with 97 per cent, tied for first place in her grade. The cradle roll had a membership of 45, the Young Worshippers' League 80, the Girls' Life Brigade 31 and the Junior Choir 80. The annual picnic, a number of work, and a competition evening had been features of the year; the girls' of the No. 1 class, led by Miss Shoesmith, had sewn garments for missions throughout the year. xyxy=(912,769,1006,1122)
subhead: Unsuccessful Bowlers. xyxy=(263,453,329,462)
paragraph: Puppy Water.—P. R. Rose's Shotover Roy, 100 points, 1; G. Mayo's Taranui Taipo, 93 points, 3; W. D. Mooney's Labrador Retriever, Gin, 90 points, 3. xyxy=(600,694,748,720)
paragraph: A vote of condolence was passed in silence to the A.D. Bro. H. Terrey and family in his recent bereavement in the loss of his infant son. xyxy=(22,794,198,820)
carterton-place: CARTERTON xyxy=(73,216,147,228)
paragraph: 100yds handicap: M. Doyle 1yd; Jorgensen, W. Jaspers 2yds; A. McCormick 6yds; R. Selby 8yds. xyxy=(756,886,904,904)
table-header-cell: 500 xyxy=(338,282,349,291)
paragraph: P. R. Rose's (Hutt) Labrador Retriever Shotover Roy, 186 pts. 1; R. W. Plunkett's (Hutt) Irish Setter, Redstone Tawa, 186 pts, 1; M. A. Rawlins's (Masterton) Labrador Retriever, Cleopatra May, 185 points, 3. (* Denotes a dead heat.) xyxy=(600,495,748,538)
paragraph: Ladies' events and field events will be handicapped on the ground. xyxy=(756,933,904,951)
hitler-sub2: COMMENT IN LONDON PAPERS. xyxy=(1019,460,1103,479)
wind-up-sub: MINIATURE RIFLE CLUB. xyxy=(437,373,527,383)
table-cell: 30 xyxy=(362,334,370,343)
paragraph: The milk supplied daily to the school was 203 half pints. The new bicycle shed had been erected by the Education Board staff. The only judging and lamb competitions are to be held on Friday, December 1 at 10 a.m. xyxy=(394,706,570,741)
subhead: Personals. xyxy=(94,970,126,979)
paragraph: The prize-list was as follows:— xyxy=(912,1349,1006,1367)
subhead: Booth Cup. xyxy=(942,1806,976,1815)
paragraph: The fortnightly meeting of Totara Lodge of Druids was well attended last evening, and was presided over by Past Arch Druid, Sister Braendale, in the absence of the A.D. Bro H. Terrey, who was absent on account of a recent bereavement. xyxy=(22,646,198,690)
paragraph: Junior 75yds handicap: M. Doyle scr; Jorgenson, W. Jaspers 1yds; A. McCormick 5yds; R. Selby 6yds. xyxy=(756,859,904,885)
table-row xyxy=(208,291,384,300)
carterton-head1: MARRIED FOOTBALLERS xyxy=(53,231,167,241)
featherston-sub: OPENING SHOOT OF SEASON. xyxy=(243,244,349,253)
entertainment-guide: Entertainment Guide. xyxy=(1021,72,1101,82)
paragraph: No. 1 boys: Rob Shoesmith, Graeme Lyttle, Stuart Jackson. xyxy=(912,1548,1006,1566)
paragraph: 75yds handicap: J. Eastwood scr; J. Polson 3yds; E. Martin 4yds; E. Sellar 5yds; H. Sharples 5yds; N. Rippon 5yds; D. Stratton 6yds; A. Edwards 5yds; R. Wyeth, D. Faulkner 7yds. xyxy=(756,786,904,821)
paragraph: The treasurer reported a credit balance of £49 17s 9d, and accounts passed for payment amounted to £29 14s 9d. xyxy=(394,659,570,677)
paragraph: The writer concludes: "While the struggle goes on we are slowly winning, but we cannot count on a quiet and uniformly successful winter." xyxy=(1014,984,1108,1027)
paragraph: Dux: Eileen Wiltshire. xyxy=(920,1680,984,1689)
swimming-sub: PREPARATIONS FOR SEASON. xyxy=(429,760,535,770)
croquet-buttons-head: CROQUET BUTTONS xyxy=(250,367,342,378)
table-cell: A. Turner xyxy=(208,334,236,343)
paragraph: Class prizes. No. 4 boys, Robin Richardson, Donald Shooter, Pat Marryatt, Edmund Hoar, Derek Daniell. xyxy=(912,1465,1006,1500)
table-cell: N. C. C. Shepherd xyxy=(208,325,260,334)
greytown-head: CROQUET CLUB xyxy=(445,231,519,241)
paragraph: "To wait while nothing seems to happen, and yet to be prepared for everything that may happen is undoubtedly a strain, but the time for preparation has been valuable, and, with whatever shortcomings, it has been well used in all major matters. In these respects the delay has been entirely to our advantage. xyxy=(1014,632,1108,727)
paragraph: The corporation admitted that negligence on the part of the motorman in the second tram was responsible for the accident. xyxy=(756,1113,904,1139)
tennis-head: TENNIS TOURNAMENT xyxy=(59,457,161,468)
table-cell: 31 xyxy=(341,317,349,326)
paragraph: Fat cattle: Bullocks, £12 10s to £13; light, £8 15s, £9 6s, £10 16s to £11; cows, £8, £8 10s, £9 to £9 16s; heifers, £8, £8 12s to £9 2s 6d. xyxy=(600,949,748,976)
subhead: ANNUAL REPORT. xyxy=(930,761,988,770)
featherston-place: FEATHERSTON xyxy=(253,216,339,228)
paragraph: At the annual club championships of the Wairarapa Gun Dog Club, held on Mr H. Nee's property, Opaki Road, competition was very keen and the attendance of the public was indeed encouraging, the attendance being the largest yet seen at the club's meetings. xyxy=(600,101,748,152)
subhead: Aggregate. xyxy=(658,486,690,495)
table-cell: 32 xyxy=(341,299,349,308)
table-header-cell: 300 xyxy=(317,282,329,291)
paragraph: TIVOLI.—Tonight: "Say It In French," a delightful, gay comedy-romance, starring Ray Milland and Olympe Bradna. It's gay! It's charming! (Recommended by Censor for Adults.) xyxy=(1017,352,1105,412)
paragraph: In summing up, his Honour said the verdict must be surprised to the least if the jury thought that the amount claimed was not only excessive but grossly exorbitant. It was necessary to consider the reasonable jury might think that the injuries suffered were tolerably serious. Plaintiff was not able to suffer any loss of wages on that account, and it might affect his prospects in life. In a man, it was bound to be, might affect his chances of employment and advancement in life, but certainly not to the same extent. xyxy=(756,1141,904,1236)
